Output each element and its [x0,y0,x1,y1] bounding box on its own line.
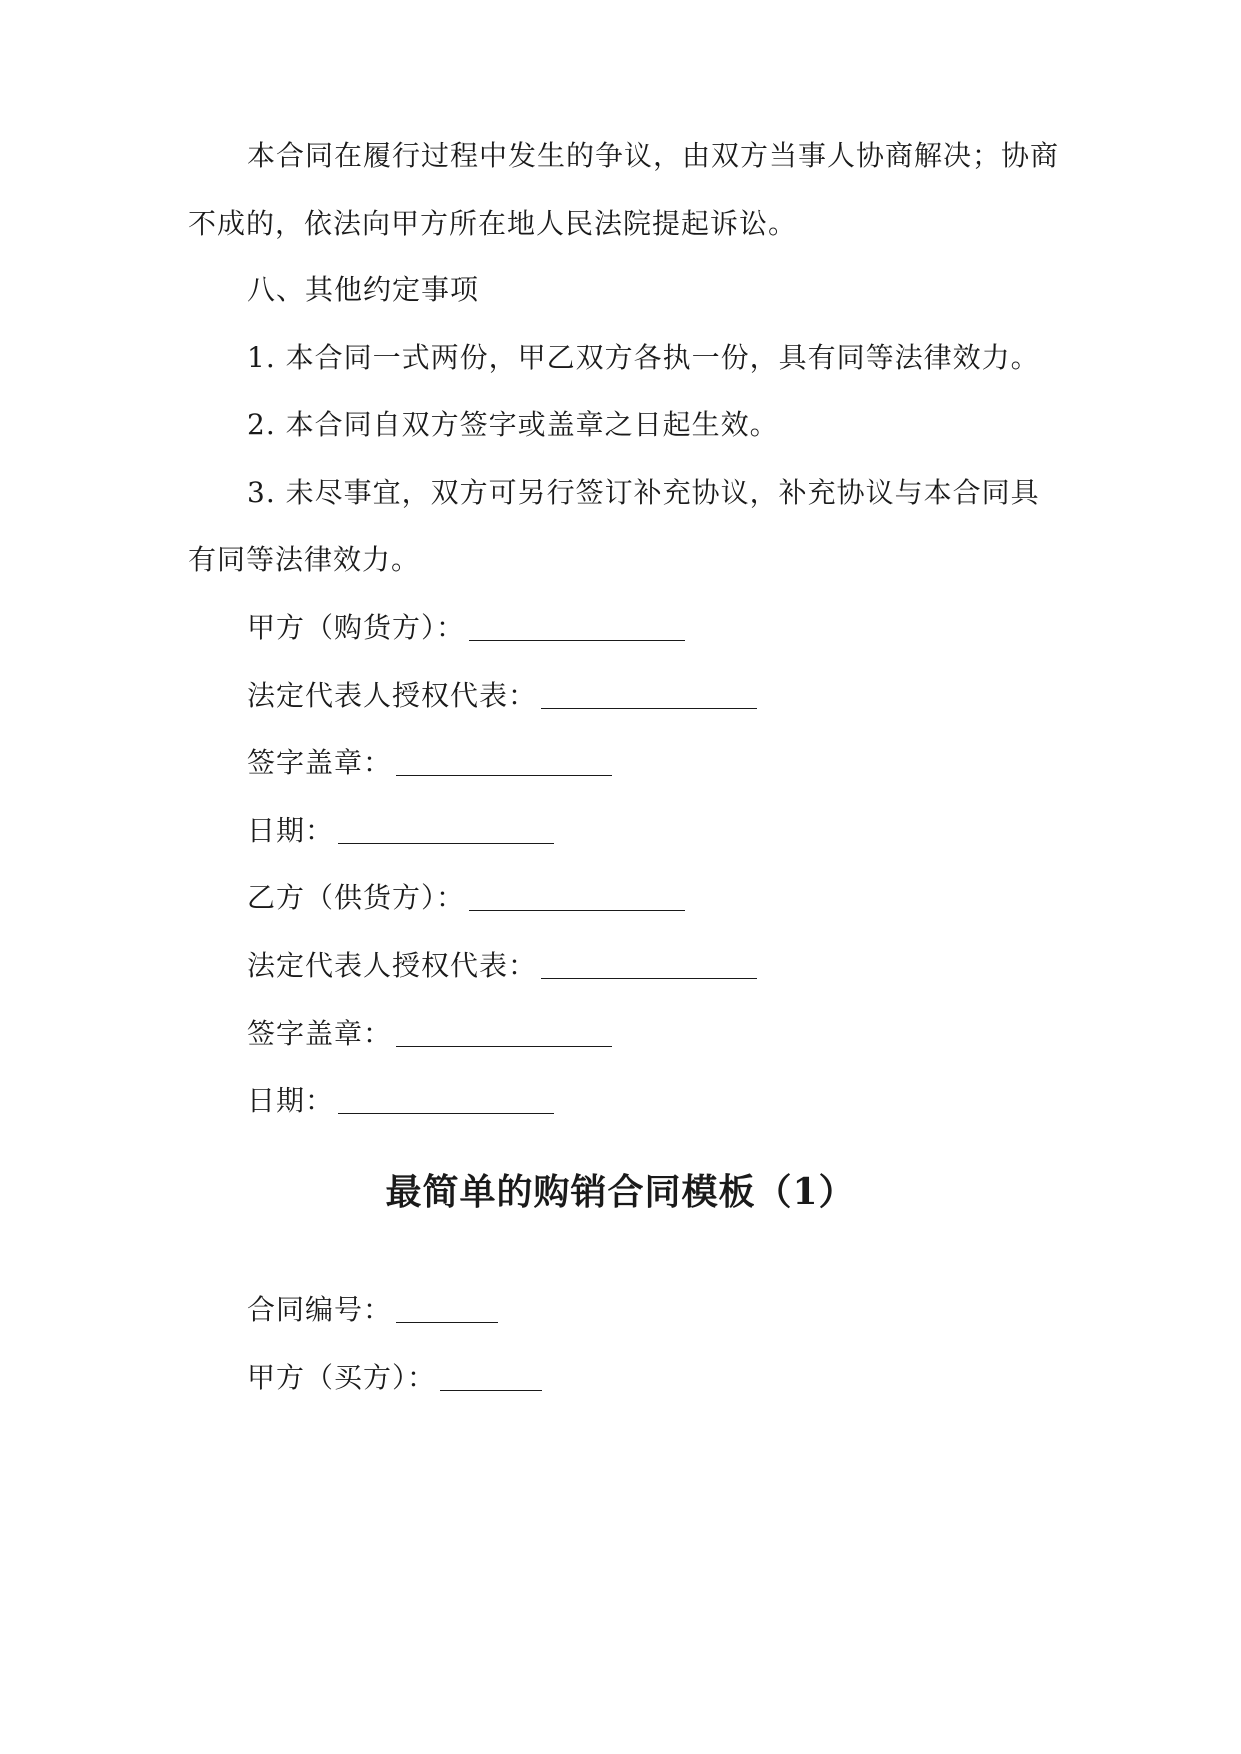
item-3-line-2: 有同等法律效力。 [188,543,421,576]
item-1: 1. 本合同一式两份，甲乙双方各执一份，具有同等法律效力。 [247,341,1040,374]
party-a-date-blank [338,815,554,844]
item-2: 2. 本合同自双方签字或盖章之日起生效。 [247,408,779,441]
item-3-line-1: 3. 未尽事宜，双方可另行签订补充协议，补充协议与本合同具 [247,476,1040,509]
section-8-heading: 八、其他约定事项 [247,273,480,306]
party-a-seal-label: 签字盖章： [247,746,393,779]
buyer-blank [440,1362,542,1391]
contract-number-line [247,1290,498,1330]
party-a-date-label: 日期： [247,814,335,847]
party-a-rep-line [247,676,757,716]
dispute-clause-line-1: 本合同在履行过程中发生的争议，由双方当事人协商解决；协商 [247,139,1060,172]
party-b-date-line [247,1081,554,1121]
dispute-clause-line-2: 不成的，依法向甲方所在地人民法院提起诉讼。 [188,207,798,240]
contract-number-label: 合同编号： [247,1293,393,1326]
party-b-rep-blank [541,950,757,979]
party-b-rep-line [247,946,757,986]
party-b-label: 乙方（供货方）： [247,881,466,914]
party-a-label: 甲方（购货方）： [247,611,466,644]
party-b-signature-line [247,878,685,918]
party-a-seal-blank [396,747,612,776]
party-a-signature-line [247,608,685,648]
party-b-seal-blank [396,1018,612,1047]
party-b-date-blank [338,1085,554,1114]
buyer-line [247,1358,542,1398]
template-title: 最简单的购销合同模板（1） [385,1171,856,1213]
party-b-rep-label: 法定代表人授权代表： [247,949,538,982]
party-a-rep-blank [541,680,757,709]
party-b-seal-label: 签字盖章： [247,1017,393,1050]
party-a-blank [469,612,685,641]
party-a-date-line [247,811,554,851]
party-b-seal-line [247,1014,612,1054]
party-b-date-label: 日期： [247,1084,335,1117]
party-a-rep-label: 法定代表人授权代表： [247,679,538,712]
contract-number-blank [396,1294,498,1323]
buyer-label: 甲方（买方）： [247,1361,437,1394]
party-b-blank [469,882,685,911]
party-a-seal-line [247,743,612,783]
